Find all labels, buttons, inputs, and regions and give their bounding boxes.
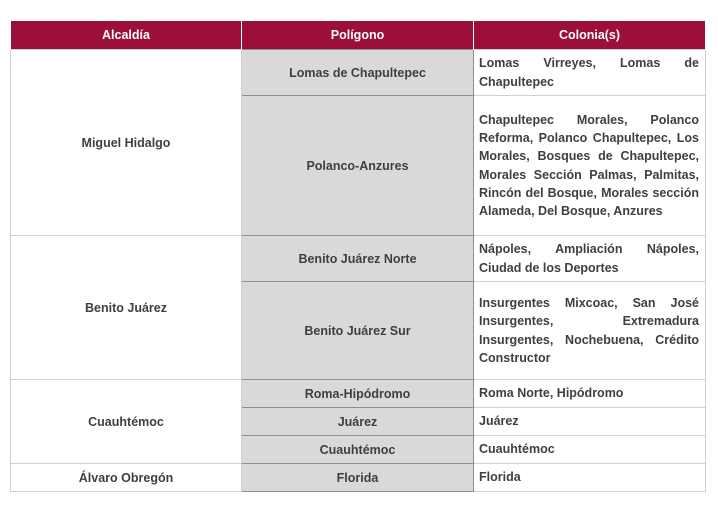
poligono-cell: Benito Juárez Norte (242, 236, 474, 282)
table-row (11, 50, 706, 96)
table-row (11, 464, 706, 492)
header-poligono: Polígono (242, 21, 474, 50)
colonias-cell: Roma Norte, Hipódromo (474, 380, 706, 408)
table-header-row (11, 21, 706, 50)
header-colonias: Colonia(s) (474, 21, 706, 50)
colonias-table (10, 21, 706, 492)
alcaldia-cell: Álvaro Obregón (11, 464, 242, 492)
poligono-cell: Roma-Hipódromo (242, 380, 474, 408)
poligono-cell: Cuauhtémoc (242, 436, 474, 464)
colonias-cell: Insurgentes Mixcoac, San José Insurgentes, Extremadura Insurgentes, Nochebuena, Crédito Constructor (474, 282, 706, 380)
colonias-cell: Chapultepec Morales, Polanco Reforma, Polanco Chapultepec, Los Morales, Bosques de Chapultepec, Morales Sección Palmas, Palmitas, Rincón del Bosque, Morales sección Alameda, Del Bosque, Anzures (474, 96, 706, 236)
colonias-cell: Lomas Virreyes, Lomas de Chapultepec (474, 50, 706, 96)
colonias-cell: Juárez (474, 408, 706, 436)
colonias-cell: Florida (474, 464, 706, 492)
header-alcaldia: Alcaldía (11, 21, 242, 50)
poligono-cell: Juárez (242, 408, 474, 436)
colonias-cell: Cuauhtémoc (474, 436, 706, 464)
poligono-cell: Benito Juárez Sur (242, 282, 474, 380)
poligono-cell: Polanco-Anzures (242, 96, 474, 236)
poligono-cell: Florida (242, 464, 474, 492)
table-row (11, 380, 706, 408)
alcaldia-cell: Cuauhtémoc (11, 380, 242, 464)
poligono-cell: Lomas de Chapultepec (242, 50, 474, 96)
alcaldia-cell: Benito Juárez (11, 236, 242, 380)
alcaldia-cell: Miguel Hidalgo (11, 50, 242, 236)
table-row (11, 236, 706, 282)
colonias-cell: Nápoles, Ampliación Nápoles, Ciudad de los Deportes (474, 236, 706, 282)
